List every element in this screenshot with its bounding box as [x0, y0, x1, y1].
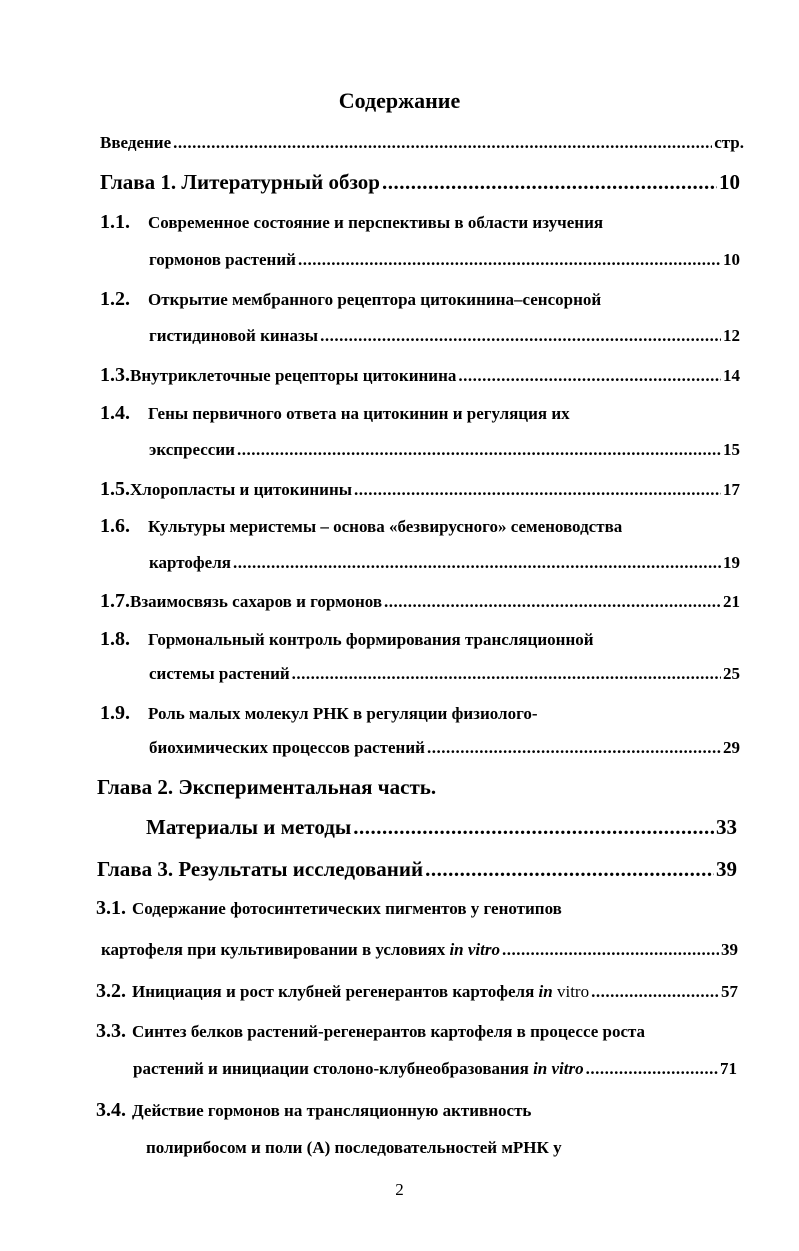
toc-page: 17	[723, 480, 740, 499]
section-number: 3.2.	[96, 980, 126, 1002]
toc-section-3-3-cont[interactable]	[133, 1059, 737, 1079]
section-number: 1.6.	[100, 515, 130, 537]
toc-section-1-6-cont[interactable]	[149, 553, 740, 573]
section-number: 1.9.	[100, 702, 130, 724]
toc-chapter-1[interactable]	[100, 170, 740, 195]
toc-label: Глава 1. Литературный обзор	[100, 170, 380, 194]
toc-label: Культуры меристемы – основа «безвирусного» семеноводства	[148, 517, 623, 536]
leader-dots	[233, 553, 721, 573]
toc-page: 12	[723, 326, 740, 345]
toc-section-1-9[interactable]	[100, 702, 740, 725]
toc-section-1-8-cont[interactable]	[149, 664, 740, 684]
toc-section-1-2-cont[interactable]	[149, 326, 740, 346]
toc-section-1-8[interactable]	[100, 628, 740, 651]
toc-section-3-3[interactable]	[96, 1020, 738, 1043]
toc-section-1-6[interactable]	[100, 515, 740, 538]
section-number: 1.7.	[100, 590, 130, 612]
toc-label: Взаимосвязь сахаров и гормонов	[130, 592, 383, 611]
leader-dots	[586, 1059, 718, 1079]
toc-section-1-1[interactable]	[100, 211, 740, 234]
toc-label: Внутриклеточные рецепторы цитокинина	[130, 366, 457, 385]
toc-label: полирибосом и поли (А) последовательностей мРНК у	[146, 1138, 562, 1157]
leader-dots	[320, 326, 721, 346]
toc-section-1-5[interactable]	[100, 478, 740, 501]
leader-dots	[354, 480, 721, 500]
page-title: Содержание	[338, 88, 461, 113]
leader-dots	[502, 940, 719, 960]
toc-chapter-2-cont[interactable]	[146, 815, 737, 840]
section-number: 1.2.	[100, 288, 130, 310]
toc-label: экспрессии	[149, 440, 235, 459]
toc-label: Действие гормонов на трансляционную активность	[132, 1101, 532, 1120]
leader-dots	[425, 857, 714, 882]
toc-section-1-4-cont[interactable]	[149, 440, 740, 460]
toc-page: стр.	[714, 133, 744, 152]
toc-intro[interactable]	[100, 133, 744, 153]
toc-page: 10	[719, 170, 740, 194]
leader-dots	[298, 250, 721, 270]
toc-label: Гены первичного ответа на цитокинин и регуляция их	[148, 404, 570, 423]
toc-label: Хлоропласты и цитокинины	[130, 480, 353, 499]
toc-label: Современное состояние и перспективы в области изучения	[148, 213, 604, 232]
toc-page: 57	[721, 982, 738, 1001]
toc-section-1-7[interactable]	[100, 590, 740, 613]
toc-label-italic: in vitro	[449, 940, 500, 959]
toc-page: 19	[723, 553, 740, 572]
section-number: 1.1.	[100, 211, 130, 233]
leader-dots	[591, 982, 719, 1002]
toc-section-1-1-cont[interactable]	[149, 250, 740, 270]
toc-page: 39	[721, 940, 738, 959]
leader-dots	[382, 170, 717, 195]
toc-label-italic: in	[538, 982, 553, 1001]
toc-page: 33	[716, 815, 737, 839]
toc-label-regular: vitro	[552, 982, 590, 1001]
toc-section-1-4[interactable]	[100, 402, 740, 425]
section-number: 1.4.	[100, 402, 130, 424]
toc-section-1-3[interactable]	[100, 364, 740, 387]
toc-label: биохимических процессов растений	[149, 738, 425, 757]
toc-label: Открытие мембранного рецептора цитокинина–сенсорной	[148, 290, 602, 309]
toc-label: Содержание фотосинтетических пигментов у генотипов	[132, 899, 562, 918]
leader-dots	[237, 440, 721, 460]
toc-page: 25	[723, 664, 740, 683]
toc-label: Глава 2. Экспериментальная часть.	[97, 775, 437, 799]
leader-dots	[173, 133, 712, 153]
section-number: 1.8.	[100, 628, 130, 650]
leader-dots	[353, 815, 714, 840]
toc-label: системы растений	[149, 664, 290, 683]
toc-section-3-4-cont[interactable]	[146, 1138, 737, 1158]
toc-label: картофеля	[149, 553, 231, 572]
toc-label: Гормональный контроль формирования трансляционной	[148, 630, 594, 649]
toc-label: Роль малых молекул РНК в регуляции физиолого-	[148, 704, 538, 723]
toc-label: гистидиновой киназы	[149, 326, 319, 345]
toc-chapter-2[interactable]	[97, 775, 737, 800]
leader-dots	[427, 738, 721, 758]
toc-label: Введение	[100, 133, 172, 152]
toc-label: гормонов растений	[149, 250, 296, 269]
toc-page: 21	[723, 592, 740, 611]
toc-section-1-2[interactable]	[100, 288, 740, 311]
leader-dots	[292, 664, 721, 684]
section-number: 1.5.	[100, 478, 130, 500]
toc-label: картофеля при культивировании в условиях	[101, 940, 450, 959]
toc-label-italic: in vitro	[533, 1059, 584, 1078]
section-number: 3.1.	[96, 897, 126, 919]
toc-section-3-1-cont[interactable]	[101, 940, 738, 960]
toc-chapter-3[interactable]	[97, 857, 737, 882]
toc-page: 15	[723, 440, 740, 459]
toc-page: 71	[720, 1059, 737, 1078]
toc-page: 10	[723, 250, 740, 269]
toc-label: Синтез белков растений-регенерантов картофеля в процессе роста	[132, 1022, 646, 1041]
section-number: 3.4.	[96, 1099, 126, 1121]
toc-page: 29	[723, 738, 740, 757]
toc-section-3-2[interactable]	[96, 980, 738, 1003]
toc-label: Глава 3. Результаты исследований	[97, 857, 424, 881]
toc-page: 39	[716, 857, 737, 881]
toc-section-3-1[interactable]	[96, 897, 736, 920]
toc-section-3-4[interactable]	[96, 1099, 738, 1122]
toc-section-1-9-cont[interactable]	[149, 738, 740, 758]
leader-dots	[384, 592, 721, 612]
toc-label: Материалы и методы	[146, 815, 352, 839]
section-number: 1.3.	[100, 364, 130, 386]
leader-dots	[458, 366, 721, 386]
section-number: 3.3.	[96, 1020, 126, 1042]
toc-page: 14	[723, 366, 740, 385]
page-number: 2	[395, 1180, 404, 1199]
toc-label: растений и инициации столоно-клубнеобразования	[133, 1059, 534, 1078]
toc-label: Инициация и рост клубней регенерантов картофеля	[132, 982, 539, 1001]
